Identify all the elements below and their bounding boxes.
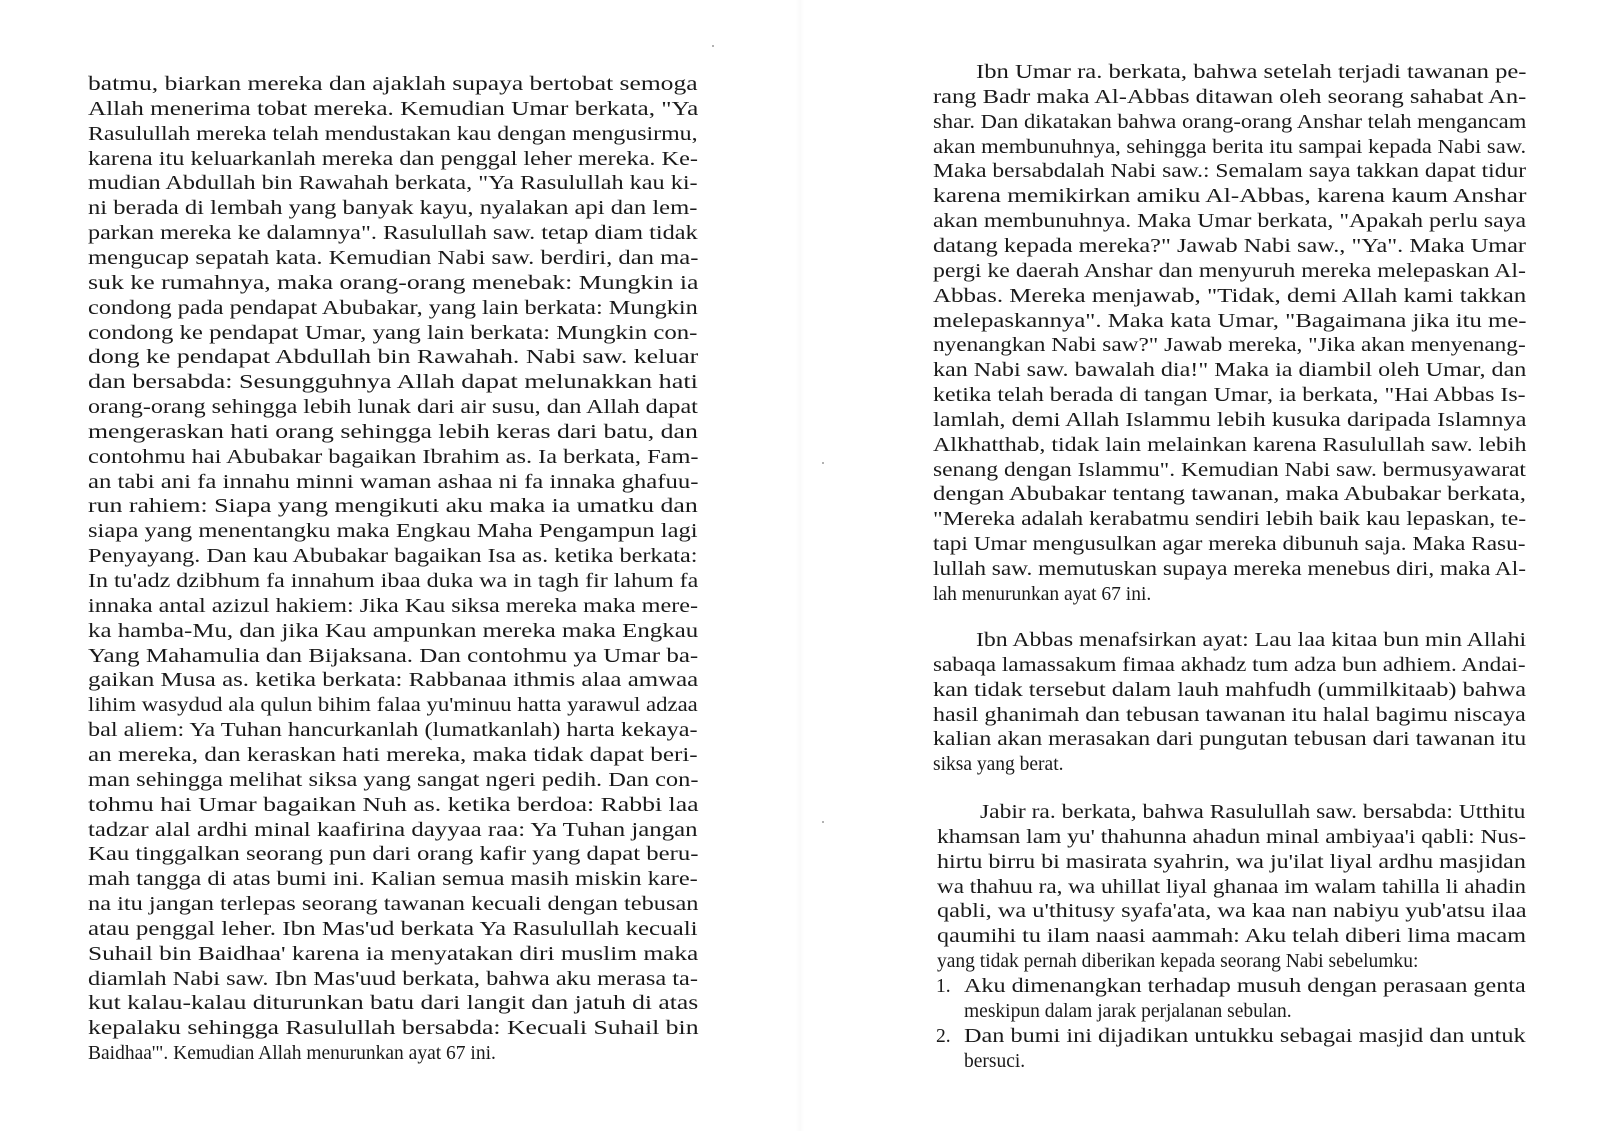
left-page-line: Suhail bin Baidhaa' karena ia menyatakan diri muslim maka bbox=[88, 943, 699, 965]
left-page-line: condong pada pendapat Abubakar, yang lain berkata: Mungkin bbox=[88, 297, 698, 319]
list-number: 2. bbox=[936, 1025, 951, 1047]
paragraph-1-line: akan membunuhnya, sehingga berita itu sampai kepada Nabi saw. bbox=[933, 136, 1527, 158]
left-page-line: atau penggal leher. Ibn Mas'ud berkata Ya Rasulullah kecuali bbox=[88, 918, 698, 940]
paragraph-2-line: siksa yang berat. bbox=[933, 754, 1064, 776]
left-page-line: mah tangga di atas bumi ini. Kalian semua masih miskin kare- bbox=[88, 869, 698, 891]
scan-speck bbox=[822, 821, 824, 823]
left-page-line: gaikan Musa as. ketika berkata: Rabbanaa ithmis alaa amwaa bbox=[88, 670, 699, 692]
paragraph-2-line: Ibn Abbas menafsirkan ayat: Lau laa kitaa bun min Allahi bbox=[976, 630, 1527, 651]
left-page-line: tadzar alal ardhi minal kaafirina dayyaa raa: Ya Tuhan jangan bbox=[88, 819, 698, 841]
paragraph-3-line: qaumihi tu ilam naasi aammah: Aku telah diberi lima macam bbox=[937, 926, 1527, 948]
left-page-line: dan bersabda: Sesungguhnya Allah dapat melunakkan hati bbox=[88, 372, 698, 394]
left-page-line: dong ke pendapat Abdullah bin Rawahah. Nabi saw. keluar bbox=[88, 347, 699, 369]
left-page-line: ni berada di lembah yang banyak kayu, nyalakan api dan lem- bbox=[88, 198, 698, 220]
left-page-line: orang-orang sehingga lebih lunak dari air susu, dan Allah dapat bbox=[88, 397, 698, 419]
paragraph-1-line: senang dengan Islammu". Kemudian Nabi saw. bermusyawarat bbox=[933, 459, 1526, 481]
left-page-line: ka hamba-Mu, dan jika Kau ampunkan mereka maka Engkau bbox=[88, 620, 699, 642]
left-page-line: lihim wasydud ala qulun bihim falaa yu'minuu hatta yarawul adzaa bbox=[88, 695, 698, 717]
left-page-line: bal aliem: Ya Tuhan hancurkanlah (lumatkanlah) harta kekaya- bbox=[88, 720, 698, 742]
left-page-line: tohmu hai Umar bagaikan Nuh as. ketika berdoa: Rabbi laa bbox=[88, 794, 699, 816]
paragraph-3-line: Jabir ra. berkata, bahwa Rasulullah saw. bersabda: Utthitu bbox=[980, 802, 1526, 823]
paragraph-3-line: hirtu birru bi masirata syahrin, wa ju'ilat liyal ardhu masjidan bbox=[937, 851, 1526, 873]
paragraph-2-line: hasil ghanimah dan tebusan tawanan itu halal bagimu niscaya bbox=[933, 704, 1526, 726]
left-page-line: kut kalau-kalau diturunkan batu dari langit dan jatuh di atas bbox=[88, 993, 699, 1015]
left-page-line: parkan mereka ke dalamnya". Rasulullah saw. tetap diam tidak bbox=[88, 223, 698, 245]
list-item-line: Aku dimenangkan terhadap musuh dengan perasaan genta bbox=[964, 976, 1526, 997]
list-number: 1. bbox=[936, 976, 951, 997]
left-page-line: mengucap sepatah kata. Kemudian Nabi saw. berdiri, dan ma- bbox=[88, 247, 699, 269]
scan-speck bbox=[822, 462, 824, 464]
left-page-line: batmu, biarkan mereka dan ajaklah supaya bertobat semoga bbox=[88, 74, 698, 95]
paragraph-1-line: dengan Abubakar tentang tawanan, maka Abubakar berkata, bbox=[933, 484, 1526, 506]
left-page-line: condong ke pendapat Umar, yang lain berkata: Mungkin con- bbox=[88, 322, 698, 344]
left-page-line: Rasulullah mereka telah mendustakan kau dengan mengusirmu, bbox=[88, 123, 698, 145]
paragraph-3-line: wa thahuu ra, wa uhillat liyal ghanaa im walam tahilla li ahadin bbox=[937, 876, 1527, 898]
paragraph-1-line: Abbas. Mereka menjawab, "Tidak, demi Allah kami takkan bbox=[933, 285, 1527, 307]
left-page-line: an mereka, dan keraskan hati mereka, maka tidak dapat beri- bbox=[88, 744, 698, 766]
paragraph-1-line: akan membunuhnya. Maka Umar berkata, "Apakah perlu saya bbox=[933, 211, 1527, 233]
paragraph-1-line: lullah saw. memutuskan supaya mereka menebus diri, maka Al- bbox=[933, 559, 1526, 580]
left-page-line: Allah menerima tobat mereka. Kemudian Umar berkata, "Ya bbox=[88, 98, 699, 120]
paragraph-3-line: yang tidak pernah diberikan kepada seorang Nabi sebelumku: bbox=[937, 951, 1419, 973]
left-page-line: kepalaku sehingga Rasulullah bersabda: Kecuali Suhail bin bbox=[88, 1018, 699, 1040]
left-page-line: mengeraskan hati orang sehingga lebih keras dari batu, dan bbox=[88, 421, 698, 443]
paragraph-1-line: rang Badr maka Al-Abbas ditawan oleh seorang sahabat An- bbox=[933, 86, 1527, 108]
paragraph-1-line: datang kepada mereka?" Jawab Nabi saw., "Ya". Maka Umar bbox=[933, 235, 1527, 257]
paragraph-1-line: lah menurunkan ayat 67 ini. bbox=[933, 583, 1152, 605]
paragraph-1-line: tapi Umar mengusulkan agar mereka dibunuh saja. Maka Rasu- bbox=[933, 534, 1526, 556]
left-page-line: siapa yang menentangku maka Engkau Maha Pengampun lagi bbox=[88, 521, 698, 543]
left-page-line: Penyayang. Dan kau Abubakar bagaikan Isa as. ketika berkata: bbox=[88, 546, 698, 568]
paragraph-1-line: ketika telah berada di tangan Umar, ia berkata, "Hai Abbas Is- bbox=[933, 385, 1526, 407]
list-item-line: Dan bumi ini dijadikan untukku sebagai masjid dan untuk bbox=[964, 1025, 1526, 1047]
left-page-line: innaka antal azizul hakiem: Jika Kau siksa mereka maka mere- bbox=[88, 595, 699, 617]
left-page-line: contohmu hai Abubakar bagaikan Ibrahim as. Ia berkata, Fam- bbox=[88, 446, 699, 468]
paragraph-1-line: Maka bersabdalah Nabi saw.: Semalam saya takkan dapat tidur bbox=[933, 161, 1527, 183]
left-page-line: run rahiem: Siapa yang mengikuti aku maka ia umatku dan bbox=[88, 496, 698, 518]
left-page-line: Baidhaa'". Kemudian Allah menurunkan ayat 67 ini. bbox=[88, 1043, 496, 1065]
paragraph-3-line: khamsan lam yu' thahunna ahadun minal ambiyaa'i qabli: Nus- bbox=[937, 826, 1527, 848]
paragraph-2-line: kan tidak tersebut dalam lauh mahfudh (ummilkitaab) bahwa bbox=[933, 679, 1526, 701]
list-item-line: bersuci. bbox=[964, 1050, 1026, 1072]
left-page-line: Yang Mahamulia dan Bijaksana. Dan contohmu ya Umar ba- bbox=[88, 645, 699, 667]
left-page-line: mudian Abdullah bin Rawahah berkata, "Ya Rasulullah kau ki- bbox=[88, 173, 698, 195]
scan-speck bbox=[712, 45, 714, 47]
paragraph-1-line: shar. Dan dikatakan bahwa orang-orang Anshar telah mengancam bbox=[933, 111, 1527, 133]
paragraph-2-line: kalian akan merasakan dari pungutan tebusan dari tawanan itu bbox=[933, 729, 1527, 751]
left-page-line: In tu'adz dzibhum fa innahum ibaa duka wa in tagh fir lahum fa bbox=[88, 571, 699, 592]
paragraph-3-line: qabli, wa u'thitusy syafa'ata, wa kaa nan nabiyu yub'atsu ilaa bbox=[937, 901, 1527, 923]
left-page-line: diamlah Nabi saw. Ibn Mas'uud berkata, bahwa aku merasa ta- bbox=[88, 968, 698, 990]
left-page-line: karena itu keluarkanlah mereka dan penggal leher mereka. Ke- bbox=[88, 148, 698, 170]
paragraph-1-line: karena memikirkan amiku Al-Abbas, karena kaum Anshar bbox=[933, 186, 1527, 208]
left-page-line: an tabi ani fa innahu minni waman ashaa ni fa innaka ghafuu- bbox=[88, 471, 699, 493]
paragraph-1-line: Alkhatthab, tidak lain melainkan karena Rasulullah saw. lebih bbox=[933, 434, 1527, 456]
paragraph-1-line: pergi ke daerah Anshar dan menyuruh mereka melepaskan Al- bbox=[933, 260, 1526, 282]
paragraph-2-line: sabaqa lamassakum fimaa akhadz tum adza bun adhiem. Andai- bbox=[933, 654, 1526, 676]
left-page-line: Kau tinggalkan seorang pun dari orang kafir yang dapat beru- bbox=[88, 844, 699, 866]
paragraph-1-line: nyenangkan Nabi saw?" Jawab mereka, "Jika akan menyenang- bbox=[933, 335, 1526, 357]
right-page bbox=[800, 0, 1600, 1131]
paragraph-1-line: "Mereka adalah kerabatmu sendiri lebih baik kau lepaskan, te- bbox=[933, 509, 1527, 531]
left-page-line: suk ke rumahnya, maka orang-orang menebak: Mungkin ia bbox=[88, 272, 699, 294]
left-page-line: na itu jangan terlepas seorang tawanan kecuali dengan tebusan bbox=[88, 894, 699, 916]
paragraph-1-line: Ibn Umar ra. berkata, bahwa setelah terjadi tawanan pe- bbox=[976, 62, 1527, 83]
paragraph-1-line: kan Nabi saw. bawalah dia!" Maka ia diambil oleh Umar, dan bbox=[933, 360, 1527, 382]
paragraph-1-line: lamlah, demi Allah Islammu lebih kusuka daripada Islamnya bbox=[933, 409, 1527, 431]
paragraph-1-line: melepaskannya". Maka kata Umar, "Bagaimana jika itu me- bbox=[933, 310, 1527, 332]
list-item-line: meskipun dalam jarak perjalanan sebulan. bbox=[964, 1000, 1292, 1022]
left-page-line: man sehingga melihat siksa yang sangat ngeri pedih. Dan con- bbox=[88, 769, 699, 791]
